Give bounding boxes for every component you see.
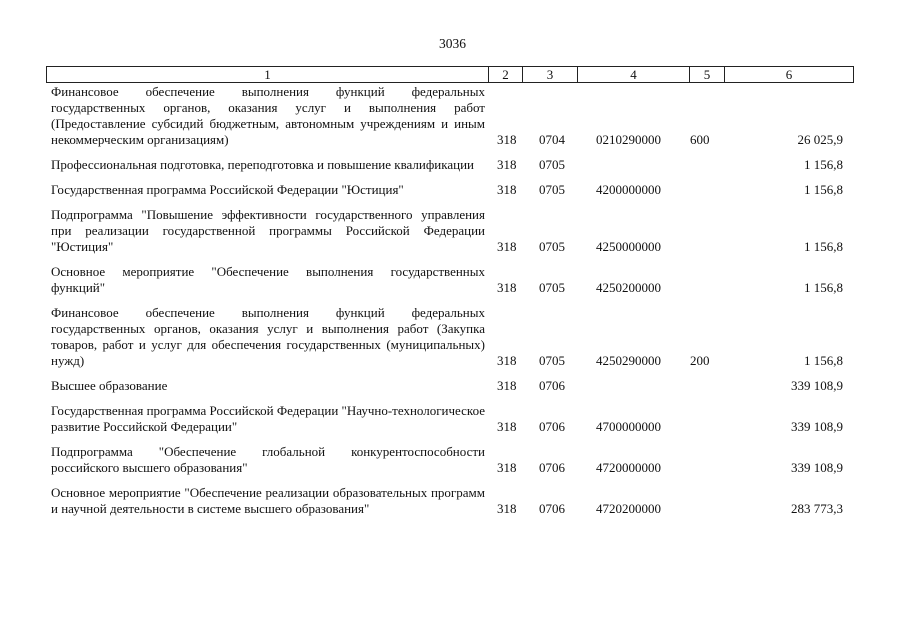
row-amount: 1 156,8 [804, 239, 843, 254]
page-number: 3036 [439, 36, 466, 51]
table-row [0, 207, 905, 255]
row-section-code: 0705 [539, 239, 565, 254]
table-row [0, 264, 905, 296]
header-col-1: 1 [47, 67, 489, 82]
row-target-code: 4720200000 [596, 501, 661, 516]
row-section-code: 0705 [539, 280, 565, 295]
row-description: Основное мероприятие "Обеспечение реализации образовательных программ и научной деятельности в системе высшего образования" [51, 485, 485, 516]
row-section-code: 0704 [539, 132, 565, 147]
row-admin-code: 318 [497, 239, 517, 254]
row-admin-code: 318 [497, 280, 517, 295]
header-col-3: 3 [523, 67, 578, 82]
row-section-code: 0706 [539, 460, 565, 475]
row-section-code: 0705 [539, 157, 565, 172]
row-description: Подпрограмма "Обеспечение глобальной конкурентоспособности российского высшего образования" [51, 444, 485, 475]
row-description: Государственная программа Российской Федерации "Научно-технологическое развитие Российской Федерации" [51, 403, 485, 434]
row-description: Финансовое обеспечение выполнения функций федеральных государственных органов, оказания услуг и выполнения работ (Предоставление субсидий бюджетным, автономным учреждениям и иным некоммерческим организациям) [51, 84, 485, 147]
row-admin-code: 318 [497, 419, 517, 434]
row-admin-code: 318 [497, 378, 517, 393]
row-target-code: 4200000000 [596, 182, 661, 197]
row-section-code: 0705 [539, 182, 565, 197]
header-col-5: 5 [690, 67, 725, 82]
row-amount: 339 108,9 [791, 419, 843, 434]
table-row [0, 403, 905, 435]
row-section-code: 0705 [539, 353, 565, 368]
budget-table-body [0, 84, 905, 526]
row-target-code: 4700000000 [596, 419, 661, 434]
row-admin-code: 318 [497, 182, 517, 197]
row-expense-kind: 600 [690, 132, 710, 147]
row-section-code: 0706 [539, 419, 565, 434]
header-col-4: 4 [578, 67, 690, 82]
table-row [0, 444, 905, 476]
row-amount: 339 108,9 [791, 378, 843, 393]
row-admin-code: 318 [497, 353, 517, 368]
table-row [0, 157, 905, 173]
row-description: Государственная программа Российской Федерации "Юстиция" [51, 182, 404, 197]
row-admin-code: 318 [497, 132, 517, 147]
row-description: Основное мероприятие "Обеспечение выполнения государственных функций" [51, 264, 485, 295]
row-amount: 339 108,9 [791, 460, 843, 475]
table-row [0, 485, 905, 517]
table-row [0, 378, 905, 394]
row-expense-kind: 200 [690, 353, 710, 368]
row-amount: 1 156,8 [804, 182, 843, 197]
header-col-2: 2 [489, 67, 523, 82]
row-section-code: 0706 [539, 378, 565, 393]
row-amount: 1 156,8 [804, 157, 843, 172]
row-description: Высшее образование [51, 378, 168, 393]
row-amount: 1 156,8 [804, 353, 843, 368]
row-description: Финансовое обеспечение выполнения функций федеральных государственных органов, оказания услуг и выполнения работ (Закупка товаров, работ и услуг для обеспечения государственных (муниципальных) нужд) [51, 305, 485, 368]
row-target-code: 0210290000 [596, 132, 661, 147]
row-amount: 283 773,3 [791, 501, 843, 516]
row-description: Подпрограмма "Повышение эффективности государственного управления при реализации государственной программы Российской Федерации "Юстиция" [51, 207, 485, 254]
row-target-code: 4250200000 [596, 280, 661, 295]
row-admin-code: 318 [497, 460, 517, 475]
table-row [0, 305, 905, 369]
table-row [0, 84, 905, 148]
row-description: Профессиональная подготовка, переподготовка и повышение квалификации [51, 157, 475, 172]
table-row [0, 182, 905, 198]
row-amount: 1 156,8 [804, 280, 843, 295]
row-admin-code: 318 [497, 157, 517, 172]
table-header-row [46, 66, 854, 83]
row-target-code: 4250000000 [596, 239, 661, 254]
header-col-6: 6 [785, 67, 793, 82]
row-target-code: 4250290000 [596, 353, 661, 368]
row-target-code: 4720000000 [596, 460, 661, 475]
row-admin-code: 318 [497, 501, 517, 516]
row-section-code: 0706 [539, 501, 565, 516]
row-amount: 26 025,9 [797, 132, 843, 147]
